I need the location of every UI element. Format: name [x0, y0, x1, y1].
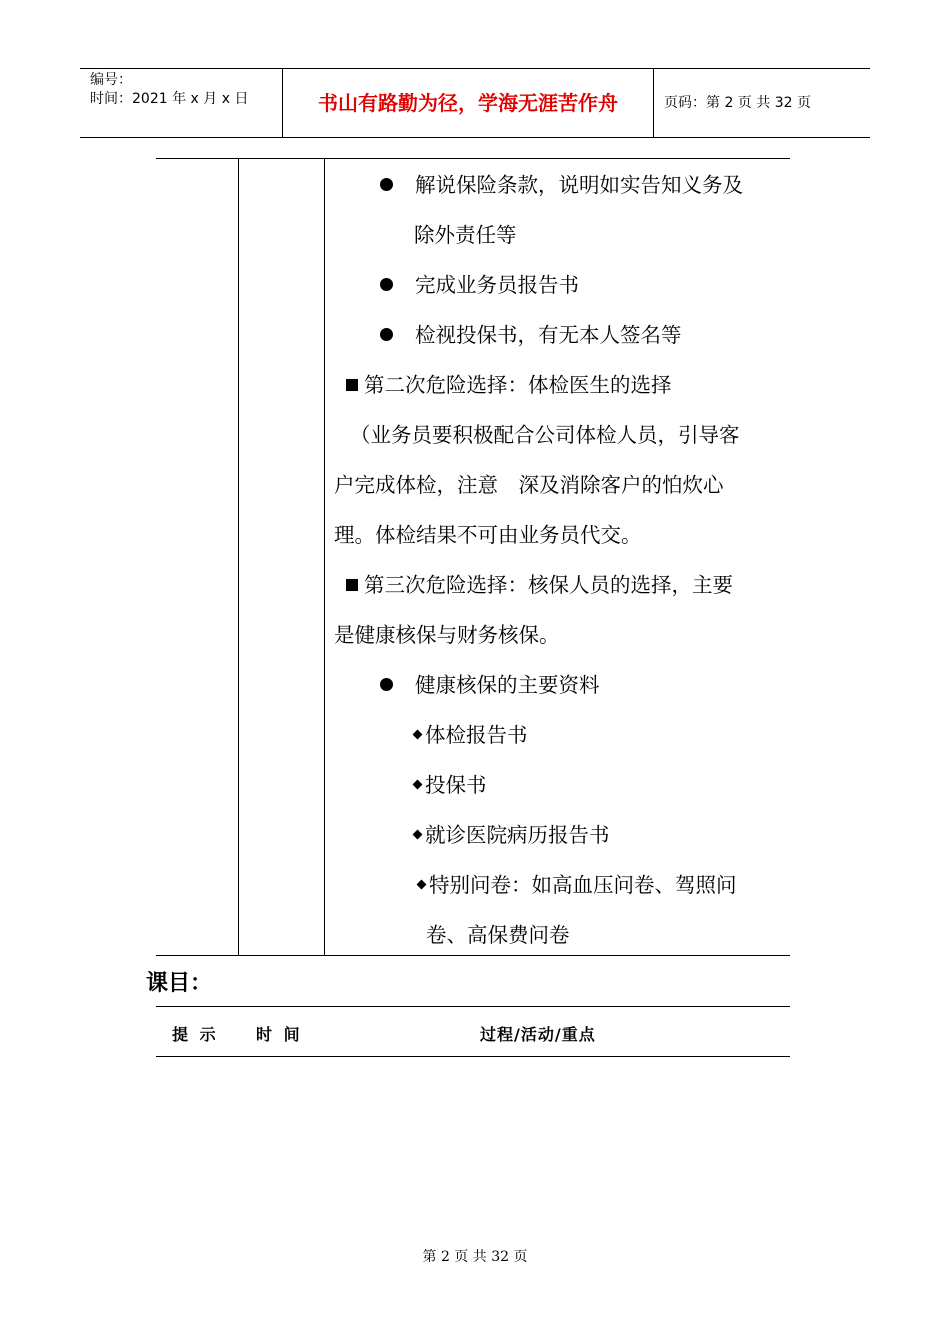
- paragraph-line: 理。体检结果不可由业务员代交。: [334, 523, 642, 547]
- header-page-info: 页码：第 2 页 共 32 页: [664, 95, 811, 111]
- document-date: 时间：2021 年 x 月 x 日: [90, 91, 249, 107]
- diamond-item: 特别问卷：如高血压问卷、驾照问: [418, 860, 737, 910]
- page-footer: 第 2 页 共 32 页: [422, 1249, 528, 1265]
- diamond-item: 投保书: [414, 760, 487, 810]
- square-bullet-icon: [346, 379, 358, 391]
- paragraph-line: 户完成体检，注意 深及消除客户的怕炊心: [334, 473, 724, 497]
- bullet-dot-icon: [380, 178, 393, 191]
- diamond-bullet-icon: [413, 730, 423, 740]
- diamond-bullet-icon: [413, 830, 423, 840]
- course-title: 课目：: [146, 971, 213, 996]
- course-table-top-border: [156, 1006, 790, 1007]
- table-top-border: [156, 158, 790, 159]
- diamond-item: 就诊医院病历报告书: [414, 810, 610, 860]
- table-divider-left: [238, 158, 239, 955]
- column-header-process: 过程/活动/重点: [480, 1025, 596, 1044]
- section-heading: 第三次危险选择：核保人员的选择，主要: [346, 560, 733, 610]
- column-header-time: 时 间: [256, 1025, 303, 1044]
- square-bullet-icon: [346, 579, 358, 591]
- bullet-item: 解说保险条款，说明如实告知义务及: [380, 160, 743, 210]
- bullet-item: 健康核保的主要资料: [380, 660, 600, 710]
- diamond-item: 体检报告书: [414, 710, 528, 760]
- bullet-item: 完成业务员报告书: [380, 260, 579, 310]
- course-table-header-border: [156, 1056, 790, 1057]
- paragraph-line: （业务员要积极配合公司体检人员，引导客: [350, 423, 740, 447]
- bullet-dot-icon: [380, 678, 393, 691]
- diamond-item-continued: 卷、高保费问卷: [426, 923, 570, 947]
- bullet-item-continued: 除外责任等: [414, 223, 517, 247]
- bullet-dot-icon: [380, 328, 393, 341]
- column-header-tip: 提 示: [172, 1025, 219, 1044]
- bullet-item: 检视投保书，有无本人签名等: [380, 310, 682, 360]
- document-number: 编号：: [90, 72, 132, 88]
- diamond-bullet-icon: [417, 880, 427, 890]
- header-meta: [80, 69, 282, 137]
- page-header: [80, 68, 870, 138]
- diamond-bullet-icon: [413, 780, 423, 790]
- paragraph-line: 是健康核保与财务核保。: [334, 623, 560, 647]
- bullet-dot-icon: [380, 278, 393, 291]
- table-divider-right: [324, 158, 325, 955]
- header-motto: 书山有路勤为径，学海无涯苦作舟: [282, 69, 654, 137]
- section-heading: 第二次危险选择：体检医生的选择: [346, 360, 672, 410]
